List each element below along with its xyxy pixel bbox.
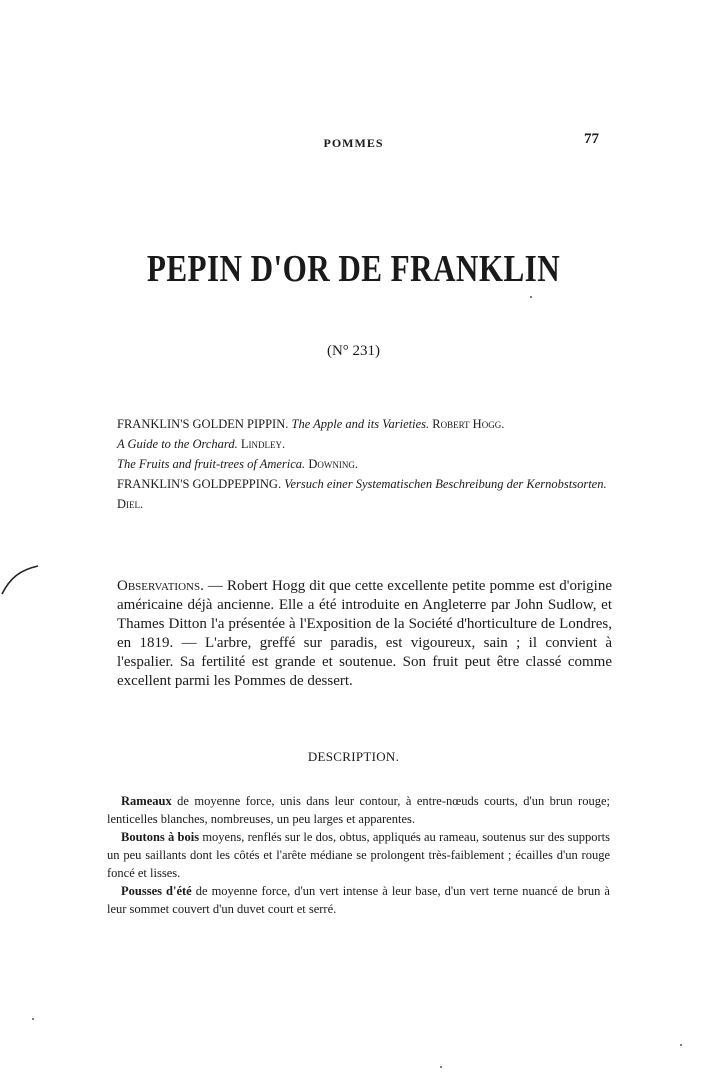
description-entry <box>107 792 610 828</box>
speck <box>440 1066 442 1068</box>
description-entry <box>107 882 610 918</box>
description <box>107 792 610 918</box>
observations <box>117 577 612 691</box>
variety-number: (N° 231) <box>326 343 381 359</box>
reference-item <box>117 454 612 474</box>
description-term: Boutons à bois <box>121 830 200 844</box>
margin-pen-mark <box>0 558 42 598</box>
reference-item <box>117 414 612 434</box>
observations-text: — Robert Hogg dit que cette excellente petite pomme est d'origine américaine déjà ancienne. Elle a été introduite en Angleterre par John Sudlow, et Thames Ditton l'a présentée à l'Exposition de la Société d'horticulture de Londres, en 1819. — L'arbre, greffé sur paradis, est vigoureux, sain ; il convient à l'espalier. Sa fertilité est grande et soutenue. Son fruit peut être classé comme excellent parmi les Pommes de dessert. <box>117 578 612 689</box>
description-heading: DESCRIPTION. <box>307 749 400 764</box>
speck <box>32 1018 34 1020</box>
description-text: moyens, renflés sur le dos, obtus, appliqués au rameau, soutenus sur des supports un peu saillants dont les côtés et l'arête médiane se prolongent très-faiblement ; écailles d'un rouge foncé et lisses. <box>107 830 610 880</box>
reference-work: A Guide to the Orchard. <box>117 437 238 451</box>
speck <box>530 296 532 298</box>
observations-paragraph <box>117 577 612 691</box>
reference-name: FRANKLIN'S GOLDPEPPING. <box>117 477 282 491</box>
description-term: Pousses d'été <box>121 884 192 898</box>
page-number: 77 <box>584 131 599 147</box>
description-text: de moyenne force, d'un vert intense à leur base, d'un vert terne nuancé de brun à leur sommet couvert d'un duvet court et serré. <box>107 884 610 916</box>
description-entry <box>107 828 610 882</box>
reference-author: Downing. <box>308 457 358 471</box>
reference-work: The Apple and its Varieties. <box>291 417 430 431</box>
description-term: Rameaux <box>121 794 172 808</box>
references <box>117 414 612 514</box>
reference-author: Lindley. <box>240 437 286 451</box>
reference-author: Diel. <box>117 497 144 511</box>
reference-name: FRANKLIN'S GOLDEN PIPPIN. <box>117 417 289 431</box>
reference-author: Robert Hogg. <box>432 417 505 431</box>
reference-item <box>117 434 612 454</box>
observations-label: Observations. <box>117 578 204 594</box>
speck <box>680 1044 682 1046</box>
reference-work: Versuch einer Systematischen Beschreibung der Kernobstsorten. <box>284 477 607 491</box>
page-title: PEPIN D'OR DE FRANKLIN <box>146 248 561 290</box>
description-text: de moyenne force, unis dans leur contour, à entre-nœuds courts, d'un brun rouge; lenticelles blanches, nombreuses, un peu larges et apparentes. <box>107 794 610 826</box>
running-head: POMMES <box>323 136 384 150</box>
reference-work: The Fruits and fruit-trees of America. <box>117 457 306 471</box>
reference-item <box>117 474 612 514</box>
